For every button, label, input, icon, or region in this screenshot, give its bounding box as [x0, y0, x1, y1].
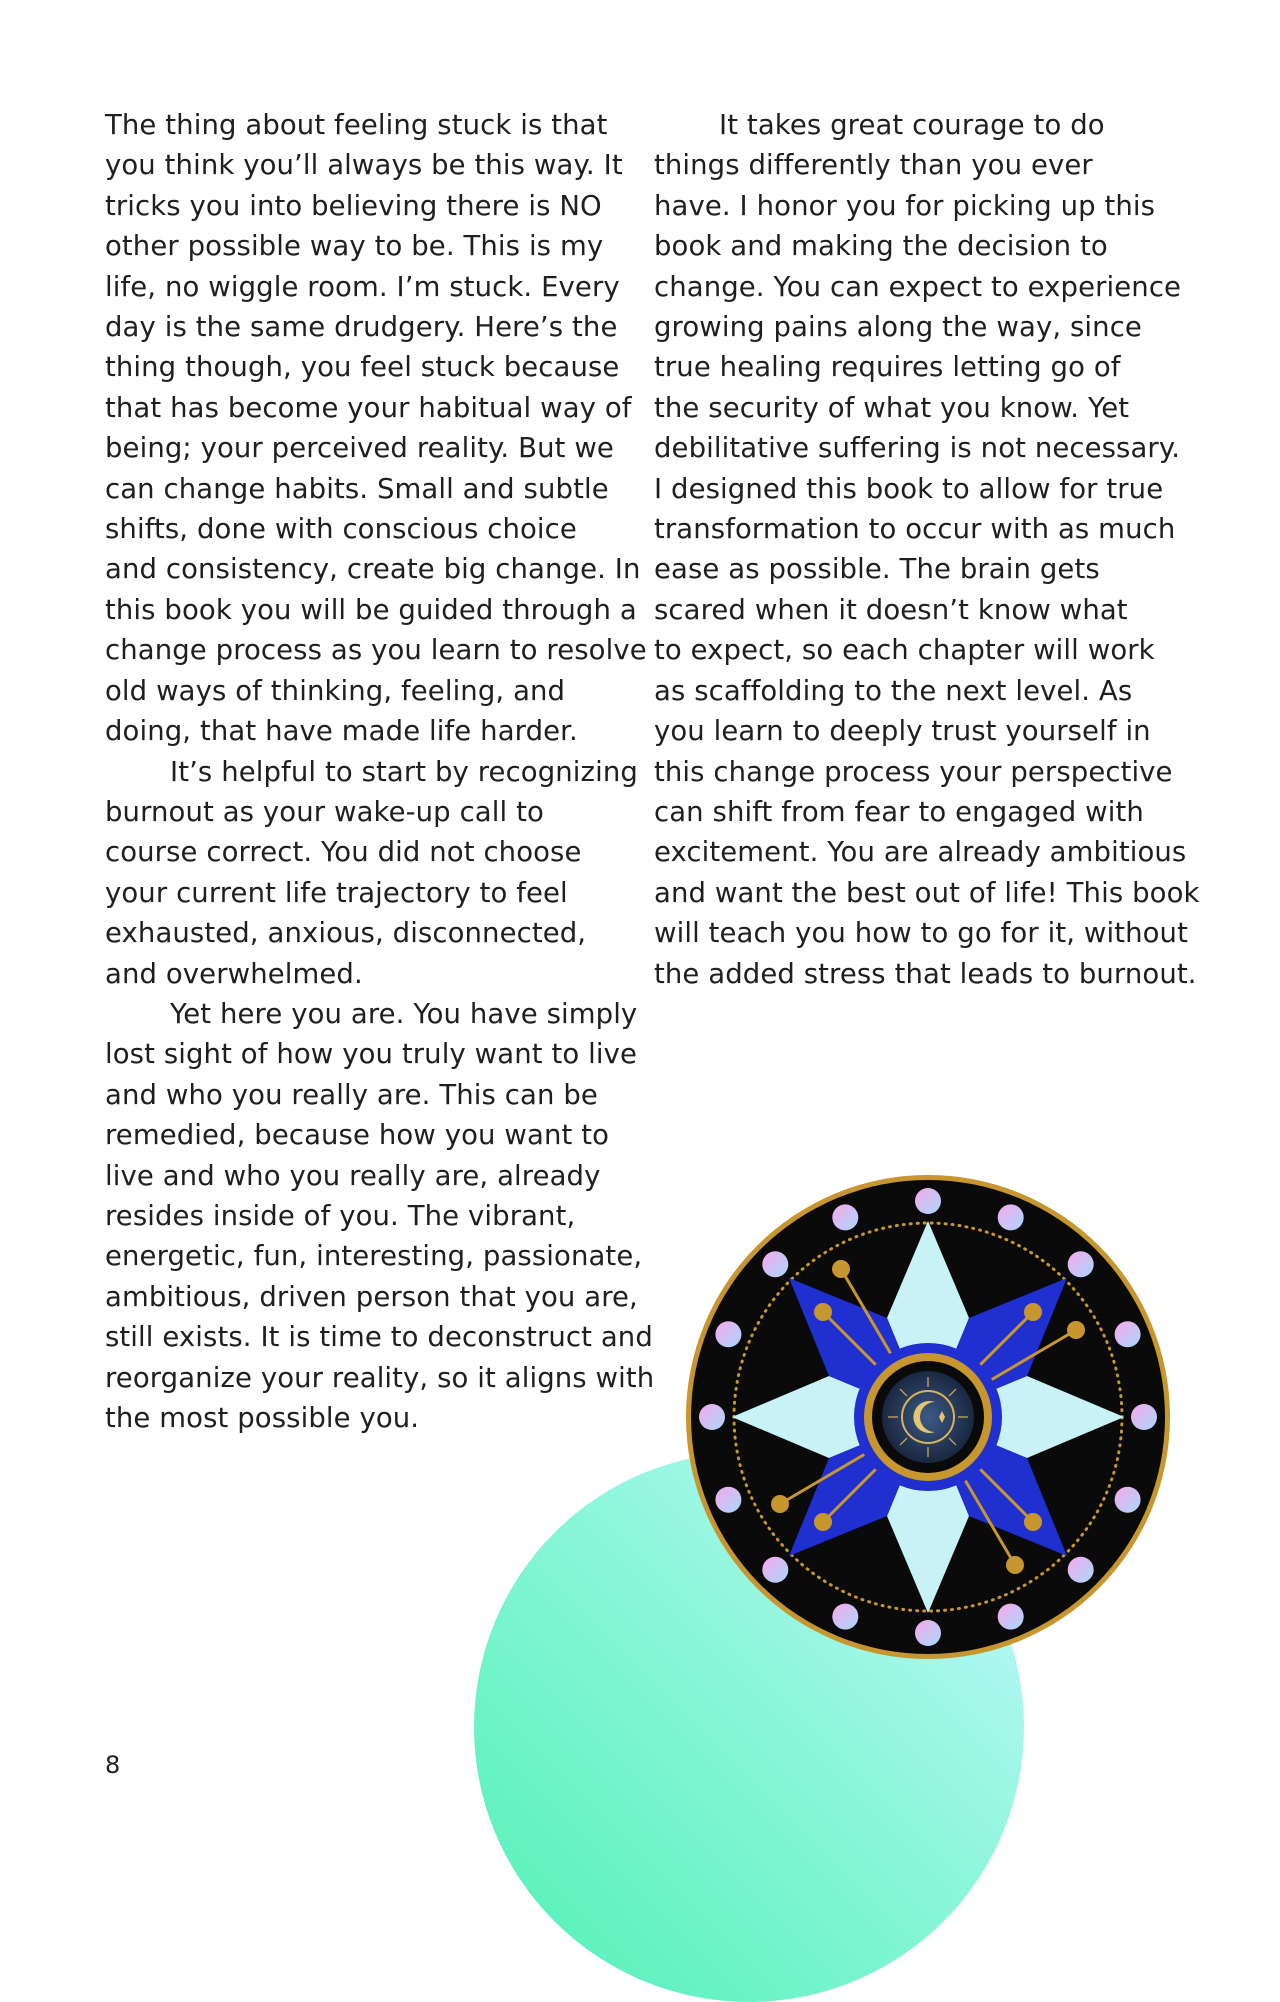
- text-line: the security of what you know. Yet: [654, 391, 1130, 424]
- text-line: old ways of thinking, feeling, and: [105, 674, 566, 707]
- text-line: and overwhelmed.: [105, 957, 363, 990]
- text-line: growing pains along the way, since: [654, 311, 1142, 344]
- right-text-column: [654, 105, 1200, 994]
- text-line: It’s helpful to start by recognizing: [170, 755, 638, 788]
- text-line: and who you really are. This can be: [105, 1078, 598, 1111]
- text-line: burnout as your wake-up call to: [105, 795, 544, 828]
- text-line: will teach you how to go for it, without: [654, 917, 1188, 950]
- text-line: the most possible you.: [105, 1402, 420, 1434]
- text-line: change. You can expect to experience: [654, 270, 1182, 303]
- text-line: you think you’ll always be this way. It: [105, 149, 623, 182]
- text-line: and want the best out of life! This book: [654, 876, 1200, 909]
- emblem-dot: [832, 1204, 858, 1230]
- emblem-dot: [1068, 1251, 1094, 1277]
- text-line: tricks you into believing there is NO: [105, 189, 602, 222]
- moon-star-emblem-icon: [683, 1172, 1173, 1662]
- text-line: resides inside of you. The vibrant,: [105, 1199, 576, 1232]
- emblem-dot: [998, 1204, 1024, 1230]
- text-line: life, no wiggle room. I’m stuck. Every: [105, 270, 620, 303]
- text-line: energetic, fun, interesting, passionate,: [105, 1240, 643, 1273]
- emblem-dot: [1115, 1321, 1141, 1347]
- text-line: can shift from fear to engaged with: [654, 795, 1144, 828]
- emblem-dot: [699, 1404, 725, 1430]
- text-line: that has become your habitual way of: [105, 391, 632, 424]
- emblem-dot: [915, 1188, 941, 1214]
- emblem-dot: [1115, 1487, 1141, 1513]
- text-line: this book you will be guided through a: [105, 593, 637, 626]
- text-line: you learn to deeply trust yourself in: [654, 715, 1151, 748]
- text-line: transformation to occur with as much: [654, 513, 1176, 546]
- emblem-dot: [998, 1604, 1024, 1630]
- text-line: ease as possible. The brain gets: [654, 553, 1100, 586]
- text-line: and consistency, create big change. In: [105, 553, 641, 586]
- text-line: It takes great courage to do: [719, 109, 1105, 141]
- text-line: course correct. You did not choose: [105, 836, 582, 869]
- page-number: 8: [105, 1751, 121, 1779]
- emblem-dot: [832, 1604, 858, 1630]
- text-line: to expect, so each chapter will work: [654, 634, 1155, 667]
- text-line: change process as you learn to resolve: [105, 634, 647, 667]
- text-line: have. I honor you for picking up this: [654, 189, 1156, 222]
- emblem-dot: [762, 1251, 788, 1277]
- text-line: shifts, done with conscious choice: [105, 513, 577, 546]
- text-line: other possible way to be. This is my: [105, 230, 604, 263]
- text-line: debilitative suffering is not necessary.: [654, 432, 1181, 465]
- emblem-dot: [715, 1487, 741, 1513]
- text-line: true healing requires letting go of: [654, 351, 1121, 384]
- text-line: day is the same drudgery. Here’s the: [105, 311, 618, 344]
- text-line: as scaffolding to the next level. As: [654, 674, 1133, 707]
- emblem-dot: [762, 1557, 788, 1583]
- text-line: exhausted, anxious, disconnected,: [105, 917, 587, 950]
- text-line: your current life trajectory to feel: [105, 876, 568, 909]
- text-line: lost sight of how you truly want to live: [105, 1038, 637, 1071]
- emblem-dot: [1068, 1557, 1094, 1583]
- text-line: excitement. You are already ambitious: [654, 836, 1187, 869]
- text-line: remedied, because how you want to: [105, 1119, 610, 1152]
- text-line: things differently than you ever: [654, 149, 1093, 182]
- text-line: live and who you really are, already: [105, 1159, 601, 1192]
- text-line: the added stress that leads to burnout.: [654, 957, 1197, 990]
- text-line: scared when it doesn’t know what: [654, 593, 1128, 626]
- emblem-dot: [715, 1321, 741, 1347]
- text-line: this change process your perspective: [654, 755, 1173, 788]
- emblem-dot: [1131, 1404, 1157, 1430]
- text-line: I designed this book to allow for true: [654, 472, 1164, 505]
- text-line: thing though, you feel stuck because: [105, 351, 620, 384]
- text-line: still exists. It is time to deconstruct and: [105, 1321, 653, 1354]
- text-line: reorganize your reality, so it aligns with: [105, 1361, 655, 1394]
- text-line: being; your perceived reality. But we: [105, 432, 614, 465]
- text-line: can change habits. Small and subtle: [105, 472, 609, 505]
- text-line: book and making the decision to: [654, 230, 1108, 263]
- text-line: doing, that have made life harder.: [105, 715, 578, 748]
- emblem-core: [854, 1343, 1002, 1491]
- text-line: The thing about feeling stuck is that: [105, 109, 608, 141]
- text-line: Yet here you are. You have simply: [170, 997, 638, 1030]
- left-text-column: [105, 105, 655, 1438]
- emblem-dot: [915, 1620, 941, 1646]
- text-line: ambitious, driven person that you are,: [105, 1280, 638, 1313]
